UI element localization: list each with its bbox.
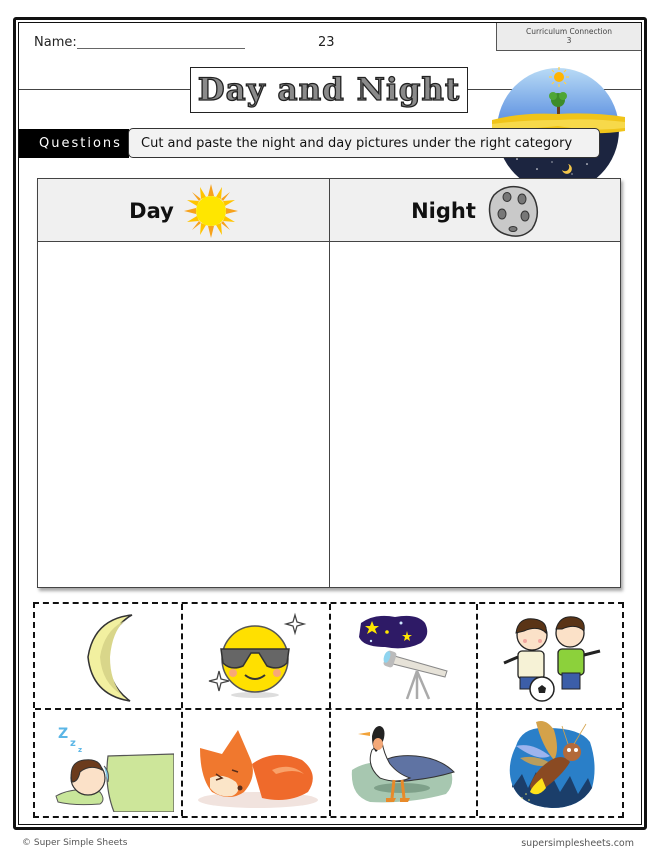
name-label: Name: bbox=[34, 35, 77, 50]
questions-label: Questions bbox=[39, 136, 122, 151]
day-drop-zone[interactable] bbox=[38, 242, 329, 587]
cutout-firefly[interactable] bbox=[478, 711, 625, 817]
day-column-header bbox=[38, 179, 329, 242]
name-input-line[interactable] bbox=[77, 48, 245, 49]
night-column-label: Night bbox=[411, 198, 476, 223]
sort-table bbox=[37, 178, 621, 588]
footer-website[interactable]: supersimplesheets.com bbox=[521, 838, 634, 849]
curriculum-value: 3 bbox=[566, 36, 572, 45]
crescent-moon-icon bbox=[74, 611, 144, 703]
cutout-sleeping-fox[interactable] bbox=[183, 711, 330, 817]
day-night-globe-icon bbox=[492, 64, 625, 182]
curriculum-title: Curriculum Connection bbox=[526, 27, 612, 36]
kids-soccer-icon bbox=[500, 611, 604, 703]
sleeping-child-icon bbox=[44, 716, 174, 812]
svg-text:Z: Z bbox=[57, 726, 68, 742]
title-box bbox=[190, 67, 468, 113]
cutout-sunglasses-smiley[interactable] bbox=[183, 604, 330, 710]
cutout-pictures-grid bbox=[33, 602, 624, 818]
day-column-label: Day bbox=[129, 198, 174, 223]
moon-crater-icon bbox=[486, 183, 540, 239]
footer-copyright: © Super Simple Sheets bbox=[22, 838, 128, 848]
svg-text:z: z bbox=[69, 738, 76, 749]
telescope-icon bbox=[355, 611, 455, 703]
night-drop-zone[interactable] bbox=[330, 242, 621, 587]
page-title: Day and Night bbox=[197, 72, 461, 108]
cutout-telescope-stars[interactable] bbox=[331, 604, 478, 710]
page-number: 23 bbox=[318, 35, 335, 50]
cutout-kids-soccer[interactable] bbox=[478, 604, 625, 710]
sun-icon bbox=[184, 184, 238, 238]
questions-section-bar bbox=[19, 129, 129, 158]
cutout-child-sleeping[interactable] bbox=[35, 711, 182, 817]
sunglasses-face-icon bbox=[207, 611, 307, 703]
sleeping-fox-icon bbox=[192, 718, 322, 810]
cutout-goose[interactable] bbox=[331, 711, 478, 817]
night-column-header bbox=[330, 179, 621, 242]
instruction-text: Cut and paste the night and day pictures under the right category bbox=[141, 135, 573, 151]
goose-icon bbox=[350, 718, 460, 810]
cutout-crescent-moon[interactable] bbox=[35, 604, 182, 710]
curriculum-connection-box bbox=[496, 23, 641, 51]
instruction-box bbox=[128, 128, 600, 158]
svg-text:z: z bbox=[77, 746, 82, 754]
firefly-icon bbox=[502, 716, 602, 812]
